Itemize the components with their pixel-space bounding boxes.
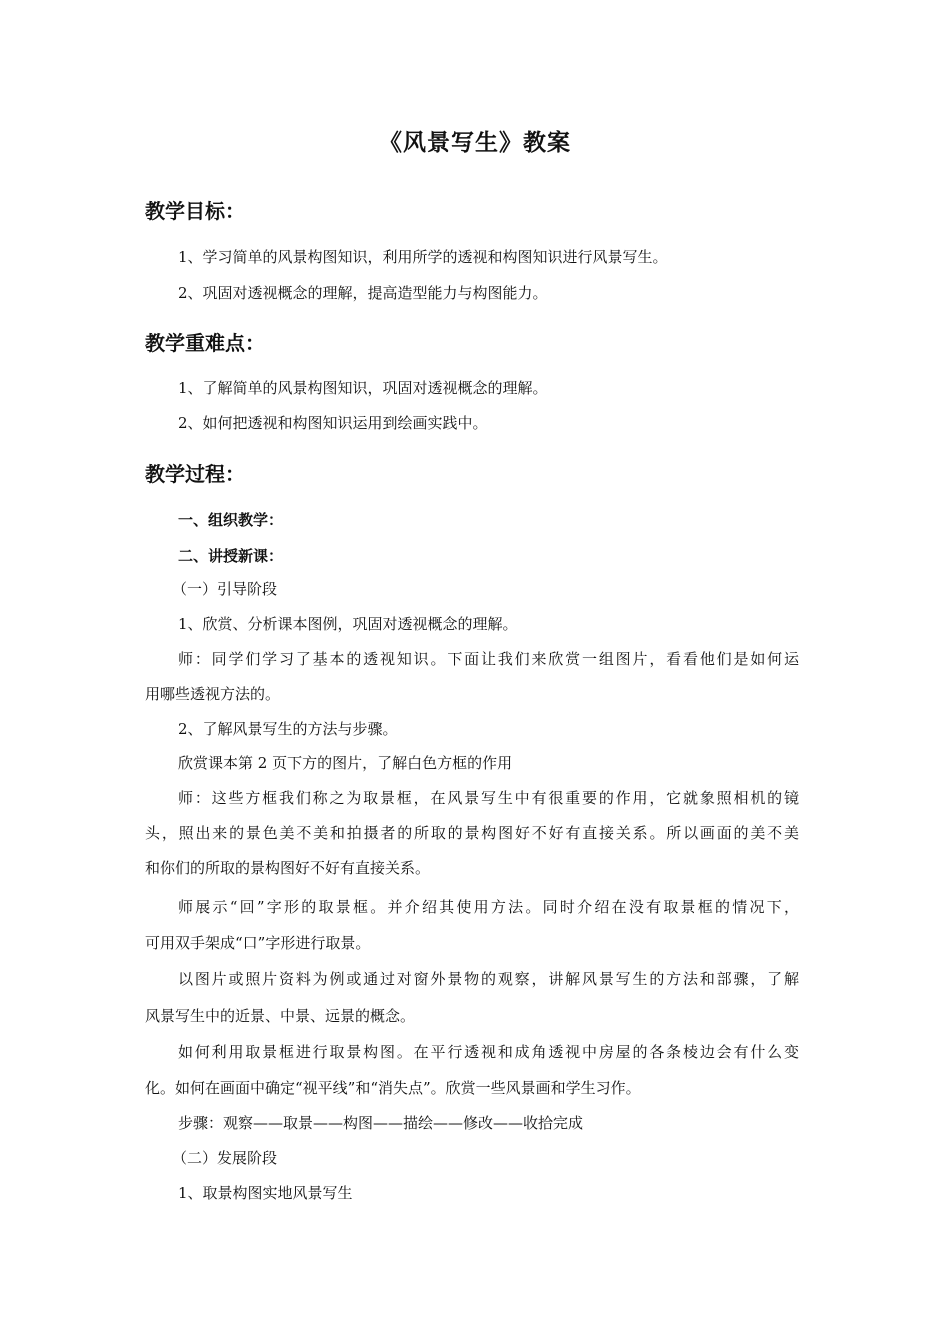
- paragraph-6-line-2: 可用双手架成“口”字形进行取景。: [145, 934, 371, 952]
- step-organize: 一、组织教学：: [178, 511, 284, 529]
- process-heading: 教学过程：: [145, 462, 245, 486]
- paragraph-9-steps: 步骤：观察——取景——构图——描绘——修改——收拾完成: [178, 1114, 584, 1132]
- objectives-heading: 教学目标：: [145, 199, 245, 223]
- paragraph-5-line-1-text: 师：这些方框我们称之为取景框，在风景写生中有很重要的作用，它就象照相机的镜: [178, 789, 799, 807]
- stage-guide: （一）引导阶段: [172, 580, 278, 598]
- document-title: 《风景写生》教案: [379, 130, 571, 156]
- paragraph-7-line-1-text: 以图片或照片资料为例或通过对窗外景物的观察，讲解风景写生的方法和部骤，了解: [178, 970, 799, 988]
- stage-develop: （二）发展阶段: [172, 1149, 278, 1167]
- paragraph-1: 1、欣赏、分析课本图例，巩固对透视概念的理解。: [178, 615, 518, 633]
- paragraph-4: 欣赏课本第 2 页下方的图片，了解白色方框的作用: [178, 754, 513, 772]
- paragraph-7-line-2: 风景写生中的近景、中景、远景的概念。: [145, 1007, 416, 1025]
- paragraph-8-line-1: [178, 1041, 799, 1062]
- paragraph-2-line-1: [178, 648, 799, 669]
- paragraph-8-line-2: 化。如何在画面中确定“视平线”和“消失点”。欣赏一些风景画和学生习作。: [145, 1079, 641, 1097]
- paragraph-8-line-1-text: 如何利用取景框进行取景构图。在平行透视和成角透视中房屋的各条棱边会有什么变: [178, 1043, 799, 1061]
- paragraph-5-line-3: 和你们的所取的景构图好不好有直接关系。: [145, 859, 431, 877]
- paragraph-3: 2、了解风景写生的方法与步骤。: [178, 720, 398, 738]
- paragraph-6-line-1: [178, 896, 799, 917]
- paragraph-7-line-1: [178, 968, 799, 989]
- paragraph-2-line-1-text: 师：同学们学习了基本的透视知识。下面让我们来欣赏一组图片，看看他们是如何运: [178, 650, 799, 668]
- paragraph-10: 1、取景构图实地风景写生: [178, 1184, 353, 1202]
- paragraph-5-line-2: [145, 822, 799, 843]
- step-new-lesson: 二、讲授新课：: [178, 547, 284, 565]
- objective-item-1: 1、学习简单的风景构图知识，利用所学的透视和构图知识进行风景写生。: [178, 248, 668, 266]
- paragraph-2-line-2: 用哪些透视方法的。: [145, 685, 281, 703]
- paragraph-5-line-2-text: 头，照出来的景色美不美和拍摄者的所取的景构图好不好有直接关系。所以画面的美不美: [145, 824, 799, 842]
- paragraph-5-line-1: [178, 787, 799, 808]
- objective-item-2: 2、巩固对透视概念的理解，提高造型能力与构图能力。: [178, 284, 548, 302]
- paragraph-6-line-1-text: 师展示“回”字形的取景框。并介绍其使用方法。同时介绍在没有取景框的情况下，: [178, 898, 799, 916]
- keypoint-item-1: 1、了解简单的风景构图知识，巩固对透视概念的理解。: [178, 379, 548, 397]
- keypoint-item-2: 2、如何把透视和构图知识运用到绘画实践中。: [178, 414, 488, 432]
- keypoints-heading: 教学重难点：: [145, 331, 265, 355]
